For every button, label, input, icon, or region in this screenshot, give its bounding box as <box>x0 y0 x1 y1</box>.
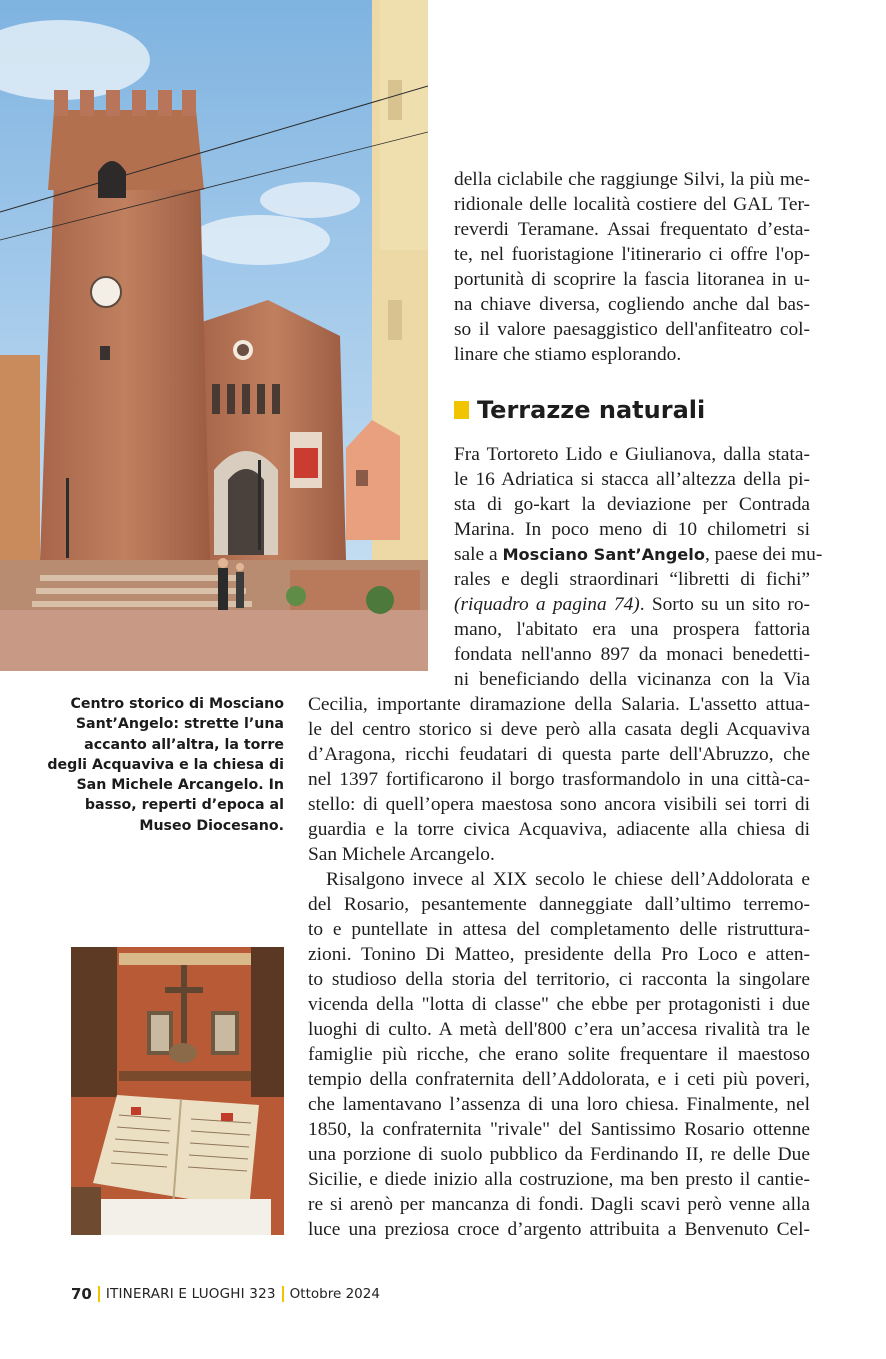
footer-divider <box>282 1286 284 1302</box>
intro-line: linare che stiamo esplorando. <box>454 344 682 365</box>
body-line: Sicilie, e diede inizio alla costruzione, ma ben presto il cantie- <box>308 1169 810 1190</box>
intro-line: ridionale delle località costiere del GAL Ter- <box>454 194 810 215</box>
body-line: 1850, la confraternita "rivale" del Santissimo Rosario ottenne <box>308 1119 810 1140</box>
body-line: stello: di quell’opera maestosa sono ancora visibili sei torri di <box>308 794 810 815</box>
body-line: Cecilia, importante diramazione della Salaria. L'assetto attua- <box>308 694 810 715</box>
body-line: d’Aragona, ricchi feudatari di questa parte dell'Abruzzo, che <box>308 744 810 765</box>
intro-line: na chiave diversa, cogliendo anche dal bas- <box>454 294 810 315</box>
body-line: Fra Tortoreto Lido e Giulianova, dalla stata- <box>454 444 810 465</box>
page-number: 70 <box>71 1285 92 1303</box>
body-line: le 16 Adriatica si stacca all’altezza della pi- <box>454 469 810 490</box>
body-line <box>454 592 810 617</box>
heading-marker-icon <box>454 401 469 419</box>
body-line: rales e degli straordinari “libretti di fichi” <box>454 569 810 590</box>
body-line: luoghi di culto. A metà dell'800 c’era un’accesa rivalità tra le <box>308 1019 810 1040</box>
issue-date: Ottobre 2024 <box>289 1286 380 1302</box>
intro-line: te, nel fuoristagione l'itinerario ci offre l'op- <box>454 244 810 265</box>
body-line: vicenda della "lotta di classe" che ebbe per protagonisti i due <box>308 994 810 1015</box>
magazine-title: ITINERARI E LUOGHI 323 <box>105 1286 276 1302</box>
section-heading-text: Terrazze naturali <box>477 396 706 424</box>
body-line: guardia e la torre civica Acquaviva, adiacente alla chiesa di <box>308 819 810 840</box>
body-line: del Rosario, pesantemente danneggiate dall’ultimo terremo- <box>308 894 810 915</box>
body-line: sta di go-kart la deviazione per Contrada <box>454 494 810 515</box>
photo-caption: Centro storico di Mosciano Sant’Angelo: strette l’una accanto all’altra, la torre degli Acquaviva e la chiesa di San Michele Arcangelo. In basso, reperti d’epoca al Museo Diocesano. <box>47 696 284 834</box>
body-line: nel 1397 fortificarono il borgo trasformandolo in una città-ca- <box>308 769 810 790</box>
body-line: ni beneficiando della vicinanza con la Via <box>454 669 810 690</box>
museum-book-crucifix-photo <box>71 947 284 1235</box>
cross-reference: (riquadro a pagina 74) <box>454 594 640 615</box>
body-line: le del centro storico si deve però alla casata degli Acquaviva <box>308 719 810 740</box>
body-line: mano, l'abitato era una prospera fattoria <box>454 619 810 640</box>
intro-line: portunità di scoprire la fascia litoranea in u- <box>454 269 810 290</box>
body-text: . Sorto su un sito ro- <box>639 594 810 615</box>
intro-line: della ciclabile che raggiunge Silvi, la più me- <box>454 169 810 190</box>
body-text: sale a <box>454 544 503 565</box>
body-line: che lamentavano l’assenza di una loro chiesa. Finalmente, nel <box>308 1094 810 1115</box>
body-line: Risalgono invece al XIX secolo le chiese dell’Addolorata e <box>326 869 810 890</box>
body-line: re si arenò per mancanza di fondi. Dagli scavi però venne alla <box>308 1194 810 1215</box>
body-line: famiglie più ricche, che erano solite frequentare il maestoso <box>308 1044 810 1065</box>
body-line: luce una preziosa croce d’argento attribuita a Benvenuto Cel- <box>308 1219 810 1240</box>
intro-line: so il valore paesaggistico dell'anfiteatro col- <box>454 319 810 340</box>
footer-divider <box>98 1286 100 1302</box>
body-line: to e puntellate in attesa del completamento delle ristruttura- <box>308 919 810 940</box>
body-line: zioni. Tonino Di Matteo, presidente della Pro Loco e atten- <box>308 944 810 965</box>
body-line: fondata nell'anno 897 da monaci benedetti- <box>454 644 810 665</box>
church-and-tower-photo <box>0 0 428 671</box>
body-line: to studioso della storia del territorio, ci racconta la singolare <box>308 969 810 990</box>
section-heading <box>454 396 705 424</box>
body-line: Marina. In poco meno di 10 chilometri si <box>454 519 810 540</box>
place-name-bold: Mosciano Sant’Angelo <box>502 545 705 564</box>
body-line <box>454 542 823 567</box>
body-line: San Michele Arcangelo. <box>308 844 495 865</box>
body-line: una porzione di suolo pubblico da Ferdinando II, re delle Due <box>308 1144 810 1165</box>
page-footer <box>71 1285 380 1303</box>
intro-line: reverdi Teramane. Assai frequentato d’esta- <box>454 219 810 240</box>
body-text: , paese dei mu- <box>704 544 823 565</box>
body-line: tempio della confraternita dell’Addolorata, e i ceti più poveri, <box>308 1069 810 1090</box>
